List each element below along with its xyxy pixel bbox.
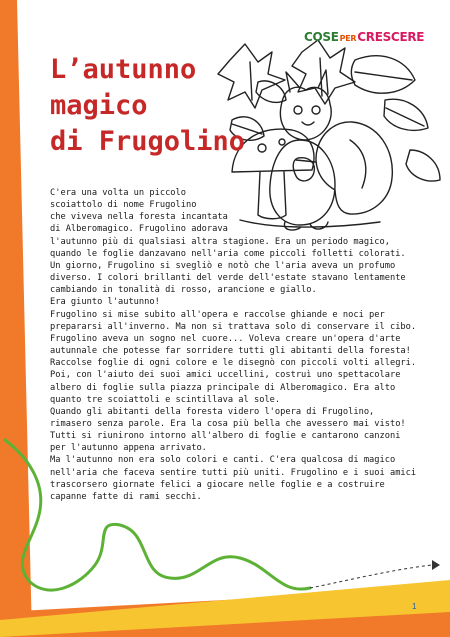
leaf-icon [256,81,286,102]
leaf-icon [406,150,440,181]
brand-logo [304,30,424,44]
page-number: 1 [412,602,417,611]
brand-part2: PER [339,34,357,43]
brand-part3: CRESCERE [357,30,425,44]
title-line-1: L’autunno [50,54,197,85]
story-line: Tutti si riunirono intorno all'albero di foglie e cantarono canzoni [50,431,401,442]
story-line: per l'autunno appena arrivato. [50,443,207,454]
squirrel-head [280,87,331,140]
story-line: quanto tre scoiattoli e scintillava al sole. [50,394,281,405]
story-line: nell'aria che faceva sentire tutti più uniti. Frugolino e i suoi amici [50,467,417,478]
story-line: albero di foglie sulla piazza principale di Alberomagico. Era alto [50,382,396,393]
story-line: trascorsero giornate felici a giocare nelle foglie e a costruire [50,479,385,490]
story-line: rimasero senza parole. Era la cosa più bella che avessero mai visto! [50,418,406,429]
story-line: autunnale che potesse far sorridere tutti gli abitanti della foresta! [50,346,411,357]
arrow-head-icon [432,560,440,570]
story-line: Quando gli abitanti della foresta videro l'opera di Frugolino, [50,406,375,417]
story-line: Era giunto l'autunno! [50,297,160,308]
story-line: Un giorno, Frugolino si svegliò e notò che l'aria aveva un profumo [50,260,396,271]
story-line: scoiattolo di nome Frugolino [50,200,197,211]
leaf-icon [384,99,428,130]
story-line: l'autunno più di qualsiasi altra stagione. Era un periodo magico, [50,236,390,247]
story-line: Raccolse foglie di ogni colore e le disegnò con piccoli volti allegri. [50,358,417,369]
title-line-2: magico [50,90,148,121]
story-line: cambiando in tonalità di rosso, arancione e giallo. [50,285,317,296]
leaf-icon [292,40,355,104]
story-line: Frugolino si mise subito all'opera e raccolse ghiande e noci per [50,309,385,320]
story-line: di Alberomagico. Frugolino adorava [50,224,228,235]
story-line: capanne fatte di rami secchi. [50,491,202,502]
story-line: Ma l'autunno non era solo colori e canti. C'era qualcosa di magico [50,455,396,466]
story-text [50,187,440,503]
story-line: C'era una volta un piccolo [50,188,186,198]
title-line-3: di Frugolino [50,126,246,157]
story-line: prepararsi all'inverno. Ma non si trattava solo di conservare il cibo. [50,321,417,332]
story-title [50,52,245,160]
brand-part1: COSE [304,30,339,44]
story-line: diverso. I colori brillanti del verde dell'estate stavano lentamente [50,273,406,284]
story-line: Poi, con l'aiuto dei suoi amici uccellini, costruì uno spettacolare [50,370,401,381]
story-line: Frugolino aveva un sogno nel cuore... Voleva creare un'opera d'arte [50,333,401,344]
story-line: che viveva nella foresta incantata [50,212,228,223]
story-line: quando le foglie danzavano nell'aria come piccoli folletti colorati. [50,248,406,259]
leaf-icon [351,56,415,93]
